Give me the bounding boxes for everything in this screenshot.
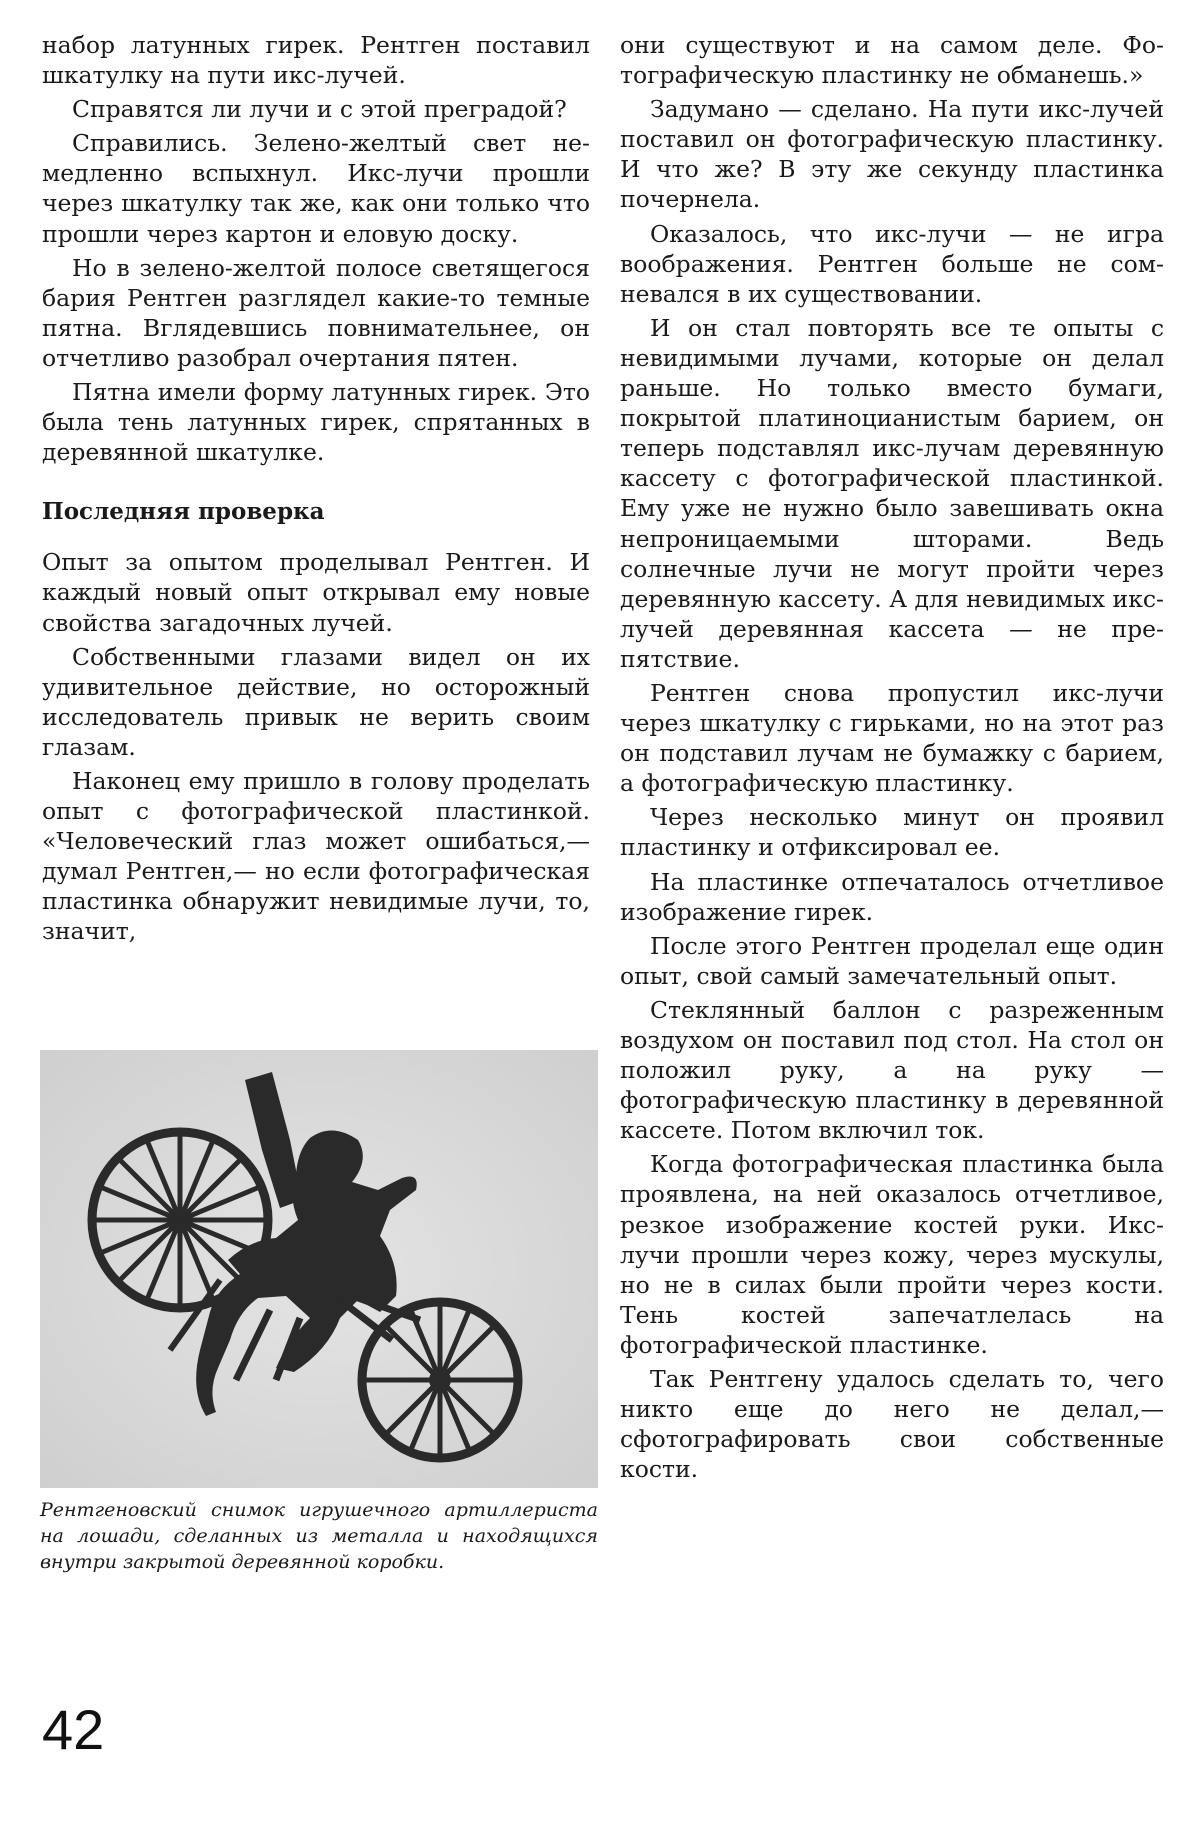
right-paragraph-7: На пластинке отпечаталось отчетливое изображение гирек. xyxy=(620,867,1164,926)
left-column xyxy=(42,30,590,951)
xray-photo xyxy=(40,1050,598,1488)
right-paragraph-2: Задумано — сделано. На пути икс-лучей поставил он фотографическую пластинку. И что же? В эту же секунду пластинка почернела. xyxy=(620,95,1164,214)
right-paragraph-3: Оказалось, что икс-лучи — не игра воображения. Рентген больше не сомневался в их существовании. xyxy=(620,219,1164,308)
page-number: 42 xyxy=(42,1698,105,1761)
left-paragraph-8: Наконец ему пришло в голову проделать опыт с фотографической пластинкой. «Человеческий глаз может ошибаться,— думал Рентген,— но если фотографическая пластинка обнаружит невидимые лучи, то, значит, xyxy=(42,766,590,946)
left-paragraph-3: Справились. Зелено-желтый свет немедленно вспыхнул. Икс-лучи прошли через шкатулку так же, как они только что прошли через картон и еловую доску. xyxy=(42,129,590,248)
figure-caption: Рентгеновский снимок игрушечного артиллериста на лошади, сделанных из металла и находящихся внутри закрытой деревянной коробки. xyxy=(40,1499,598,1573)
right-paragraph-4: И он стал повторять все те опыты с невидимыми лучами, которые он делал раньше. Но только вместо бумаги, покрытой платиноцианистым барием, он теперь подставлял икс-лучам деревянную кассету с фотографической пластинкой. Ему уже не нужно было завешивать окна непроницаемыми шторами. Ведь солнечные лучи не могут пройти через деревянную кассету. А для невидимых икс-лучей деревянная кассета — не препятствие. xyxy=(620,313,1164,673)
right-paragraph-8: После этого Рентген проделал еще один опыт, свой самый замечательный опыт. xyxy=(620,931,1164,990)
right-paragraph-6: Через несколько минут он проявил пластинку и отфиксировал ее. xyxy=(620,803,1164,862)
right-column xyxy=(620,30,1164,1488)
right-paragraph-1: они существуют и на самом деле. Фотографическую пластинку не обманешь.» xyxy=(620,31,1164,90)
left-paragraph-1: набор латунных гирек. Рентген поставил шкатулку на пути икс-лучей. xyxy=(42,31,590,90)
left-paragraph-7: Собственными глазами видел он их удивительное действие, но осторожный исследователь привык не верить своим глазам. xyxy=(42,642,590,761)
right-paragraph-11: Так Рентгену удалось сделать то, чего никто еще до него не делал,— сфотографировать свои собственные кости. xyxy=(620,1365,1164,1484)
front-wheel xyxy=(362,1302,518,1458)
left-paragraph-5: Пятна имели форму латунных гирек. Это была тень латунных гирек, спрятанных в деревянной шкатулке. xyxy=(42,378,590,467)
right-paragraph-10: Когда фотографическая пластинка была проявлена, на ней оказалось отчетливое, резкое изображение костей руки. Икс-лучи прошли через кожу, через мускулы, но не в силах были пройти через кости. Тень костей запечатлелась на фотографической пластинке. xyxy=(620,1150,1164,1359)
section-heading: Последняя проверка xyxy=(42,498,325,526)
left-paragraph-4: Но в зелено-желтой полосе светящегося бария Рентген разглядел какие-то темные пятна. Вглядевшись повнимательнее, он отчетливо разобрал очертания пятен. xyxy=(42,253,590,372)
left-paragraph-2: Справятся ли лучи и с этой преградой? xyxy=(72,95,567,124)
left-paragraph-6: Опыт за опытом проделывал Рентген. И каждый новый опыт открывал ему новые свойства загадочных лучей. xyxy=(42,548,590,637)
right-paragraph-9: Стеклянный баллон с разреженным воздухом он поставил под стол. На стол он положил руку, а на руку — фотографическую пластинку в деревянной кассете. Потом включил ток. xyxy=(620,995,1164,1145)
xray-silhouette-illustration xyxy=(40,1050,598,1488)
right-paragraph-5: Рентген снова пропустил икс-лучи через шкатулку с гирьками, но на этот раз он подставил лучам не бумажку с барием, а фотографическую пластинку. xyxy=(620,678,1164,798)
